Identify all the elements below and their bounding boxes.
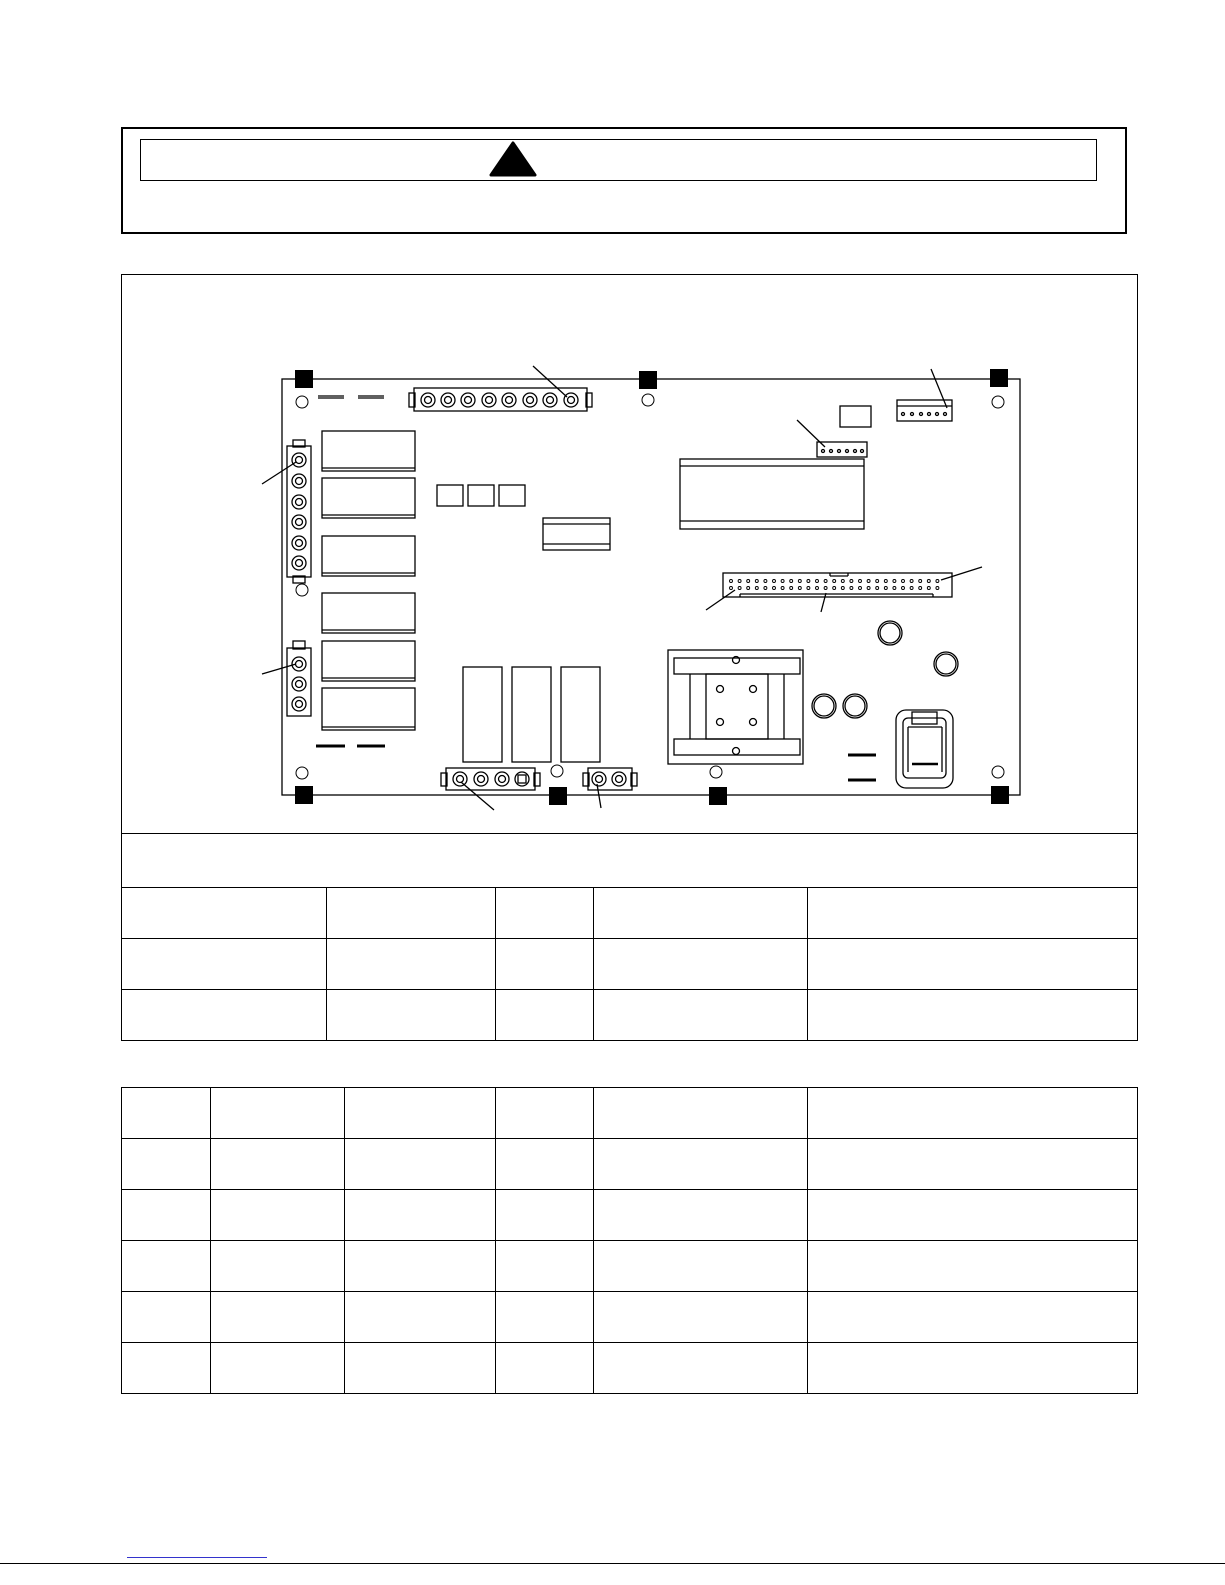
header-pin <box>781 587 784 590</box>
transformer <box>668 650 803 764</box>
bottom-2pin-connector <box>583 768 637 790</box>
header-pin <box>919 580 922 583</box>
header-pin <box>824 587 827 590</box>
header-pin <box>773 580 776 583</box>
header-pin <box>816 587 819 590</box>
header-pin <box>859 587 862 590</box>
header-pin <box>790 587 793 590</box>
header-pin <box>764 580 767 583</box>
header-pin <box>755 587 758 590</box>
5pin-header <box>817 442 867 457</box>
header-pin <box>867 587 870 590</box>
header-pin <box>755 580 758 583</box>
header-pin <box>790 580 793 583</box>
header-pin <box>910 580 913 583</box>
header-pin <box>919 587 922 590</box>
header-pin <box>738 580 741 583</box>
board-outline <box>282 379 1020 795</box>
header-pin <box>884 587 887 590</box>
header-pin <box>833 587 836 590</box>
top-left-marks <box>318 396 384 398</box>
header-pin <box>798 580 801 583</box>
header-pin <box>927 587 930 590</box>
leader-line <box>262 462 296 484</box>
header-pin <box>884 580 887 583</box>
header-pin <box>859 580 862 583</box>
right-marks <box>848 755 876 780</box>
capacitors <box>812 621 958 718</box>
display-module <box>680 459 864 529</box>
header-pin <box>936 580 939 583</box>
leader-line <box>597 784 601 808</box>
left-6pin-connector <box>287 440 311 583</box>
leader-line <box>931 369 947 408</box>
left-3pin-connector <box>287 641 311 716</box>
header-pin <box>807 580 810 583</box>
header-pin <box>902 587 905 590</box>
header-pin <box>807 587 810 590</box>
header-pin <box>902 580 905 583</box>
header-pin <box>936 587 939 590</box>
small-components <box>437 485 525 506</box>
warning-triangle-icon <box>491 143 535 175</box>
header-pin <box>773 587 776 590</box>
fuse-holder <box>896 710 953 788</box>
header-pin <box>876 580 879 583</box>
header-pin <box>833 580 836 583</box>
leader-line <box>821 593 826 612</box>
small-component <box>840 406 871 427</box>
leader-line <box>797 420 825 447</box>
header-pin <box>927 580 930 583</box>
header-pin <box>747 580 750 583</box>
header-pin <box>910 587 913 590</box>
header-pin <box>850 580 853 583</box>
header-pin <box>841 587 844 590</box>
bottom-relays <box>463 667 600 762</box>
header-pin <box>730 587 733 590</box>
ic-chip <box>543 518 610 550</box>
header-pin <box>850 587 853 590</box>
header-pin <box>893 587 896 590</box>
header-pin <box>876 587 879 590</box>
header-pin <box>816 580 819 583</box>
6pin-header <box>897 400 952 421</box>
header-pin <box>764 587 767 590</box>
header-pin <box>798 587 801 590</box>
leader-line <box>461 782 494 810</box>
header-pin <box>738 587 741 590</box>
relay-stack <box>322 431 415 730</box>
header-pin <box>841 580 844 583</box>
leader-line <box>262 664 296 674</box>
top-terminal-connector <box>409 388 592 411</box>
leader-line <box>706 590 735 610</box>
mounting-holes <box>296 394 1004 779</box>
header-pin <box>893 580 896 583</box>
header-pin <box>747 587 750 590</box>
header-pin <box>730 580 733 583</box>
ribbon-header <box>723 573 952 597</box>
bottom-4pin-connector <box>441 768 540 790</box>
header-pin <box>781 580 784 583</box>
header-pin <box>867 580 870 583</box>
header-pin <box>824 580 827 583</box>
